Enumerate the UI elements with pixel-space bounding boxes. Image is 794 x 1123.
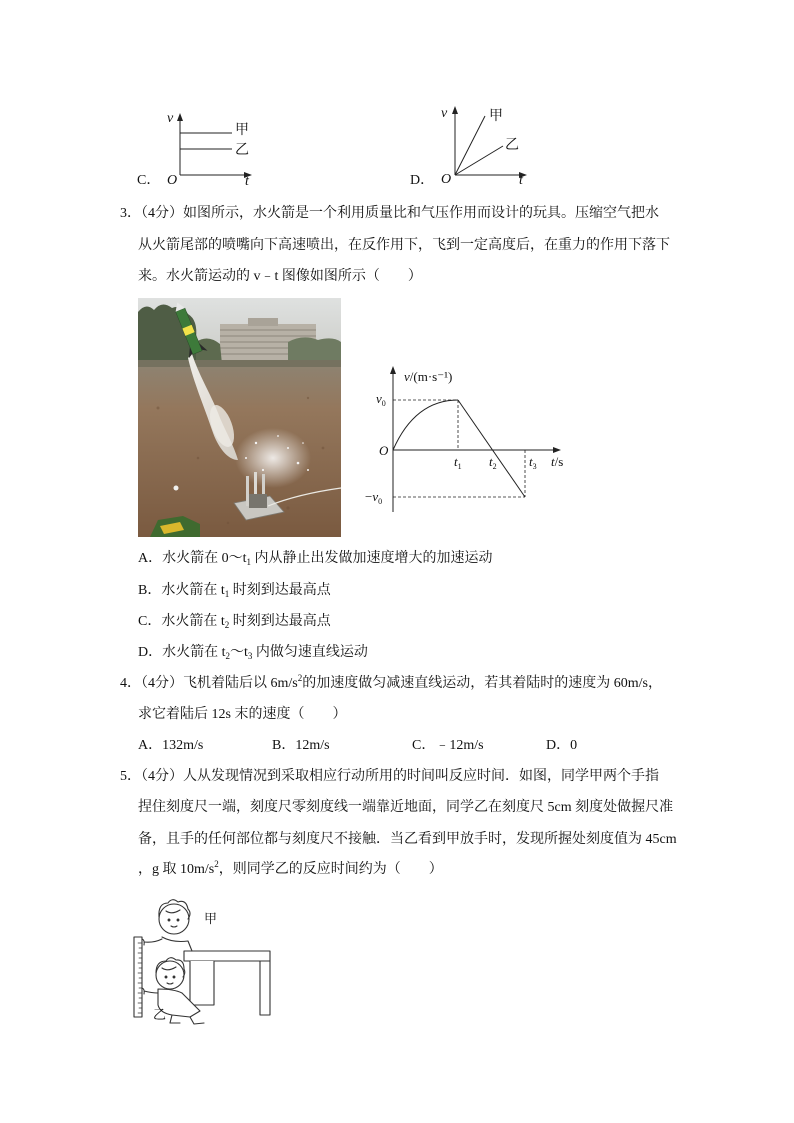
q5-stem-line-2: 捏住刻度尺一端，刻度尺零刻度线一端靠近地面，同学乙在刻度尺 5cm 刻度处做握尺准 xyxy=(138,800,674,815)
v-label: v xyxy=(167,111,174,126)
q4-stem-line-1 xyxy=(120,674,662,694)
option-text: B．水火箭在 t xyxy=(138,583,225,598)
prev-option-d-label: D． xyxy=(410,173,435,188)
q5-stem-line-3: 备，且手的任何部位都与刻度尺不接触．当乙看到甲放手时，发现所握处刻度值为 45cm xyxy=(138,832,677,847)
decelerating-line xyxy=(458,400,525,497)
v0-label: $v_0$ xyxy=(376,391,386,408)
q3-option-b xyxy=(138,581,331,601)
stem-text: ，g 取 10m/s xyxy=(138,862,215,877)
q4-option-c: C．﹣12m/s xyxy=(412,738,484,753)
fence xyxy=(138,360,341,368)
jia-label: 甲 xyxy=(489,109,503,124)
option-text: 时刻到达最高点 xyxy=(229,583,331,598)
subscript: 2 xyxy=(224,620,230,630)
q3-option-c xyxy=(138,612,331,632)
option-text: 时刻到达最高点 xyxy=(229,614,331,629)
stem-text: 的加速度做匀减速直线运动，若其着陆时的速度为 60m/s， xyxy=(302,676,662,691)
t2-label: $t_2$ xyxy=(489,454,497,471)
prev-option-d-graph xyxy=(435,100,535,190)
yi-label: 乙 xyxy=(505,138,519,153)
yi-label: 乙 xyxy=(153,1007,167,1022)
t-axis-arrow xyxy=(553,447,561,453)
jia-label: 甲 xyxy=(235,123,249,138)
ball xyxy=(174,486,179,491)
option-text: 内从静止出发做加速度增大的加速运动 xyxy=(251,551,493,566)
q3-option-d xyxy=(138,643,368,663)
subscript: 1 xyxy=(224,589,230,599)
reaction-time-illustration xyxy=(128,893,278,1028)
accelerating-curve xyxy=(393,400,458,450)
t1-label: $t_1$ xyxy=(454,454,462,471)
q4-option-b: B．12m/s xyxy=(272,738,330,753)
prev-option-c-graph xyxy=(160,105,260,190)
water-rocket-photo xyxy=(138,298,341,537)
q3-vt-graph xyxy=(360,362,580,517)
t-label: t xyxy=(245,174,249,189)
option-text: A．水火箭在 0～t xyxy=(138,551,247,566)
prev-option-c-label: C． xyxy=(137,173,161,188)
x-axis-label: t/s xyxy=(551,454,564,469)
student-jia xyxy=(142,900,192,951)
v-axis-arrow xyxy=(452,106,458,114)
q4-stem-line-2: 求它着陆后 12s 末的速度（ ） xyxy=(138,707,347,722)
ruler xyxy=(134,937,142,1017)
q4-option-d: D．0 xyxy=(546,738,578,753)
option-text: 内做匀速直线运动 xyxy=(252,645,368,660)
q3-option-a xyxy=(138,549,493,569)
subscript: 3 xyxy=(247,651,253,661)
q5-stem-line-1: 5．（4分）人从发现情况到采取相应行动所用的时间叫反应时间．如图，同学甲两个手指 xyxy=(120,769,659,784)
jia-label: 甲 xyxy=(204,911,218,926)
superscript: 2 xyxy=(297,673,303,683)
v-axis-arrow xyxy=(177,113,183,121)
q3-stem-line-1: 3．（4分）如图所示，水火箭是一个利用质量比和气压作用而设计的玩具。压缩空气把水 xyxy=(120,206,659,221)
option-text: C．水火箭在 t xyxy=(138,614,225,629)
option-text: D．水火箭在 t xyxy=(138,645,226,660)
v-label: v xyxy=(441,106,448,121)
t-label: t xyxy=(519,173,523,188)
stem-text: 4．（4分）飞机着陆后以 6m/s xyxy=(120,676,298,691)
stem-text: ，则同学乙的反应时间约为（ ） xyxy=(218,862,443,877)
origin-label: O xyxy=(167,173,178,188)
option-text: ～t xyxy=(230,645,248,660)
t3-label: $t_3$ xyxy=(529,454,537,471)
q3-stem-line-2: 从火箭尾部的喷嘴向下高速喷出，在反作用下，飞到一定高度后，在重力的作用下落下 xyxy=(138,238,670,253)
yi-label: 乙 xyxy=(235,143,249,158)
superscript: 2 xyxy=(214,859,219,869)
origin-label: O xyxy=(379,443,389,458)
origin-label: O xyxy=(441,172,452,187)
desk xyxy=(184,951,270,1015)
q4-option-a: A．132m/s xyxy=(138,738,204,753)
q3-stem-line-3: 来。水火箭运动的 v﹣t 图像如图所示（ ） xyxy=(138,269,422,284)
q5-stem-line-4 xyxy=(138,860,443,880)
subscript: 2 xyxy=(225,651,230,661)
neg-v0-label: $-v_0$ xyxy=(365,489,383,506)
subscript: 1 xyxy=(246,557,251,567)
v-axis-arrow xyxy=(390,366,396,374)
y-axis-label: v/(m·s⁻¹) xyxy=(404,369,453,384)
